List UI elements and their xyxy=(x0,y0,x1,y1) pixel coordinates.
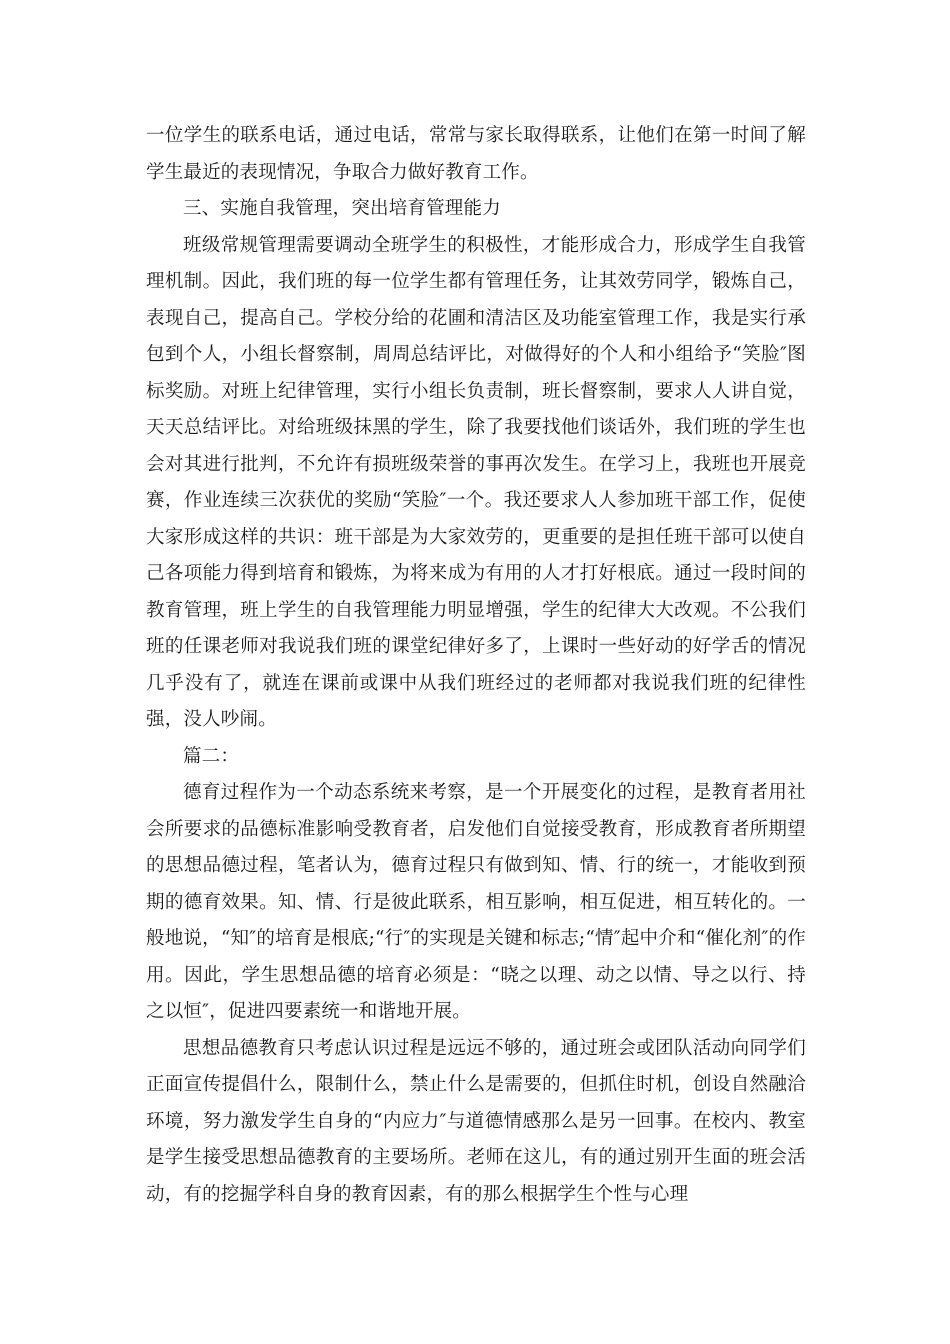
paragraph-5: 德育过程作为一个动态系统来考察，是一个开展变化的过程，是教育者用社会所要求的品德标准影响受教育者，启发他们自觉接受教育，形成教育者所期望的思想品德过程，笔者认为，德育过程只有做到知、情、行的统一，才能收到预期的德育效果。知、情、行是彼此联系，相互影响，相互促进，相互转化的。一般地说，“知″的培育是根底;“行″的实现是关键和标志;“情″起中介和“催化剂″的作用。因此，学生思想品德的培育必须是：“晓之以理、动之以情、导之以行、持之以恒″，促进四要素统一和谐地开展。 xyxy=(146,782,806,1022)
section-heading: 三、实施自我管理，突出培育管理能力 xyxy=(183,198,501,219)
chapter-label: 篇二： xyxy=(183,745,240,767)
paragraph-1: 一位学生的联系电话，通过电话，常常与家长取得联系，让他们在第一时间了解学生最近的表现情况，争取合力做好教育工作。 xyxy=(146,125,806,183)
paragraph-6: 思想品德教育只考虑认识过程是远远不够的，通过班会或团队活动向同学们正面宣传提倡什么，限制什么，禁止什么是需要的，但抓住时机，创设自然融洽环境，努力激发学生自身的“内应力″与道德情感那么是另一回事。在校内、教室是学生接受思想品德教育的主要场所。老师在这儿，有的通过别开生面的班会活动，有的挖掘学科自身的教育因素，有的那么根据学生个性与心理 xyxy=(146,1037,806,1205)
paragraph-3: 班级常规管理需要调动全班学生的积极性，才能形成合力，形成学生自我管理机制。因此，我们班的每一位学生都有管理任务，让其效劳同学，锻炼自己，表现自己，提高自己。学校分给的花圃和清洁区及功能室管理工作，我是实行承包到个人，小组长督察制，周周总结评比，对做得好的个人和小组给予“笑脸″图标奖励。对班上纪律管理，实行小组长负责制，班长督察制，要求人人讲自觉，天天总结评比。对给班级抹黑的学生，除了我要找他们谈话外，我们班的学生也会对其进行批判，不允许有损班级荣誉的事再次发生。在学习上，我班也开展竞赛，作业连续三次获优的奖励“笑脸″一个。我还要求人人参加班干部工作，促使大家形成这样的共识：班干部是为大家效劳的，更重要的是担任班干部可以使自己各项能力得到培育和锻炼，为将来成为有用的人才打好根底。通过一段时间的教育管理，班上学生的自我管理能力明显增强，学生的纪律大大改观。不公我们班的任课老师对我说我们班的课堂纪律好多了，上课时一些好动的好学舌的情况几乎没有了，就连在课前或课中从我们班经过的老师都对我说我们班的纪律性强，没人吵闹。 xyxy=(146,234,806,730)
document-body xyxy=(146,118,806,1213)
